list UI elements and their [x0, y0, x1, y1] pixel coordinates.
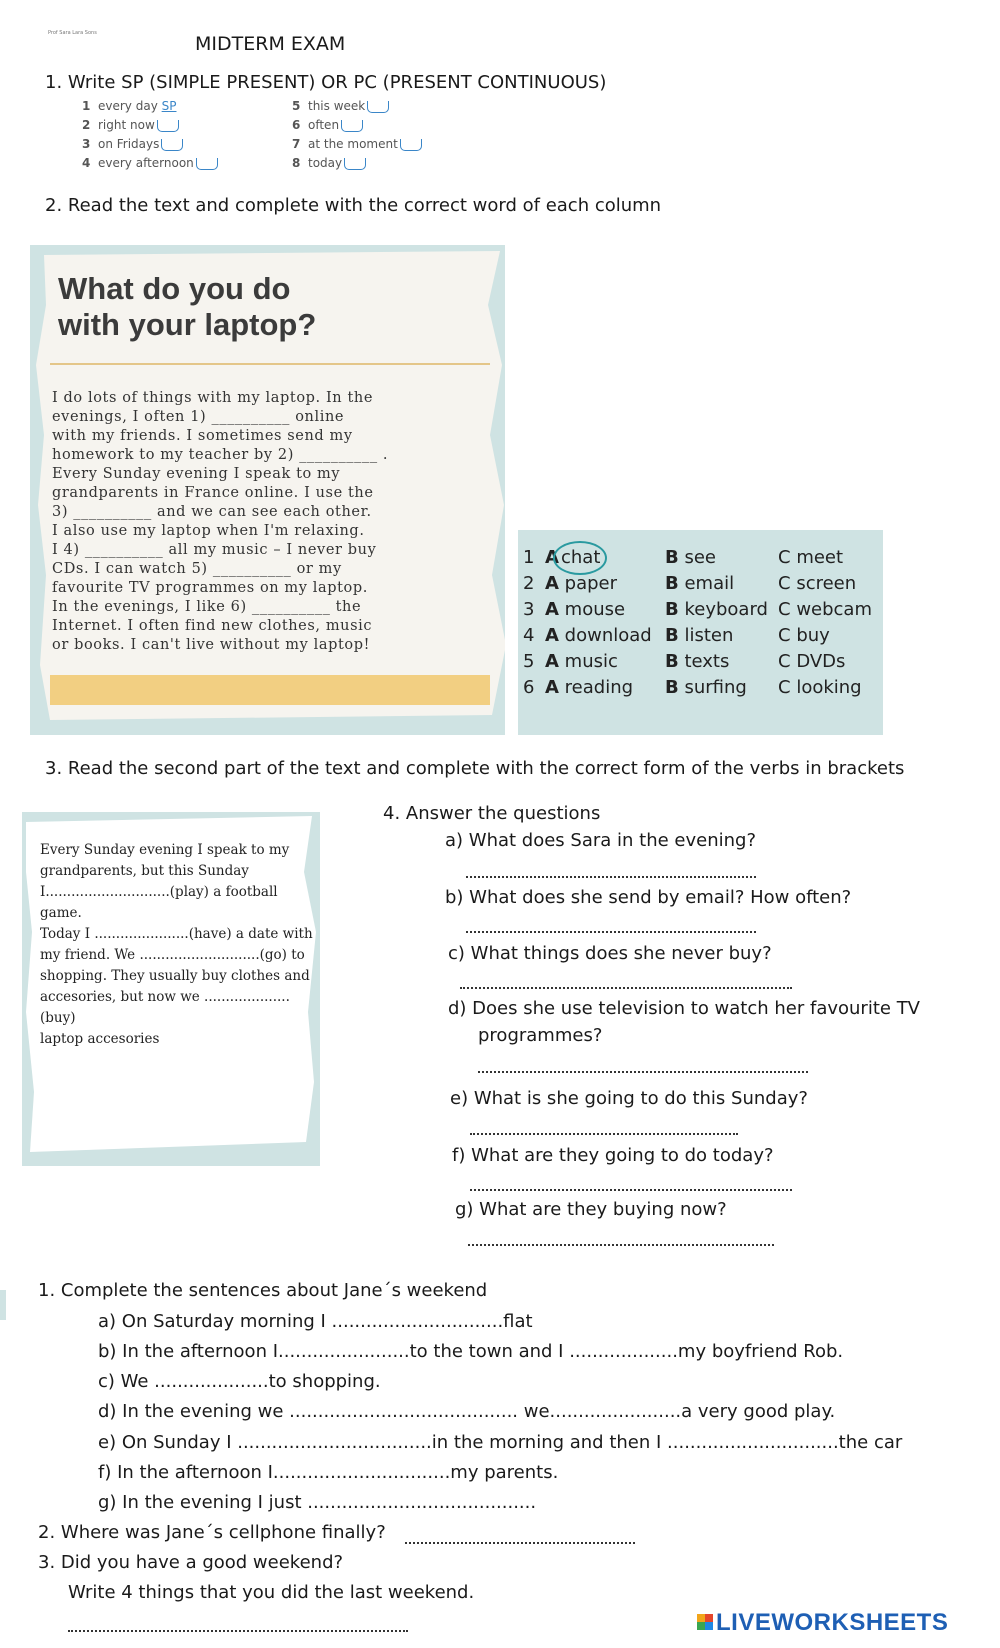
answer-line-e[interactable] — [470, 1133, 738, 1135]
option-a[interactable]: download — [564, 625, 652, 646]
option-row: 2 A paper B email C screen — [523, 573, 857, 594]
sentence-d[interactable]: d) In the evening we ........................................ we.......................a very good play. — [98, 1401, 836, 1422]
article-panel — [30, 245, 505, 735]
question-d-cont: programmes? — [478, 1025, 603, 1046]
option-a[interactable]: mouse — [564, 599, 626, 620]
option-c[interactable]: DVDs — [796, 651, 846, 672]
item-7: 7 at the moment — [292, 137, 422, 151]
option-c[interactable]: meet — [796, 547, 844, 568]
section-5-title: 1. Complete the sentences about Jane´s weekend — [38, 1280, 488, 1301]
answer-line-b[interactable] — [466, 931, 756, 933]
option-c[interactable]: buy — [796, 625, 830, 646]
question-f: f) What are they going to do today? — [452, 1145, 774, 1166]
question-b: b) What does she send by email? How often? — [445, 887, 852, 908]
sentence-f[interactable]: f) In the afternoon I...............................my parents. — [98, 1462, 559, 1483]
option-b[interactable]: email — [684, 573, 735, 594]
option-b[interactable]: see — [684, 547, 716, 568]
answer-line-weekend[interactable] — [68, 1630, 408, 1632]
sentence-e[interactable]: e) On Sunday I ..................................in the morning and then I ..............................the car — [98, 1432, 903, 1453]
weekend-instruction: Write 4 things that you did the last weekend. — [68, 1582, 475, 1603]
sentence-a[interactable]: a) On Saturday morning I ..............................flat — [98, 1311, 533, 1332]
answer-1[interactable]: SP — [161, 99, 177, 113]
item-4: 4 every afternoon — [82, 156, 218, 170]
answer-line-f[interactable] — [470, 1189, 792, 1191]
question-cellphone: 2. Where was Jane´s cellphone finally? — [38, 1522, 386, 1543]
question-a: a) What does Sara in the evening? — [445, 830, 757, 851]
answer-box-5[interactable] — [367, 101, 389, 113]
option-a[interactable]: music — [564, 651, 618, 672]
answer-box-2[interactable] — [157, 120, 179, 132]
section-3-title: 3. Read the second part of the text and complete with the correct form of the verbs in brackets — [45, 758, 905, 779]
author-note: Prof Sara Lara Sons — [48, 30, 97, 36]
option-c[interactable]: screen — [796, 573, 857, 594]
option-a[interactable]: paper — [564, 573, 618, 594]
page-title: MIDTERM EXAM — [195, 33, 346, 55]
option-c[interactable]: webcam — [796, 599, 872, 620]
item-2: 2 right now — [82, 118, 179, 132]
liveworksheets-brand: LIVEWORKSHEETS — [716, 1609, 949, 1636]
question-c: c) What things does she never buy? — [448, 943, 772, 964]
part2-panel — [22, 812, 320, 1166]
section-2-title: 2. Read the text and complete with the correct word of each column — [45, 195, 662, 216]
option-a[interactable]: reading — [564, 677, 634, 698]
item-1: 1 every day SP — [82, 99, 177, 113]
article-heading: What do you do with your laptop? — [58, 271, 317, 342]
article-body: I do lots of things with my laptop. In the evenings, I often 1) __________ online with my friends. I sometimes send my homework to my teacher by 2) __________ . Every Sunday evening I speak to my grandparents in France online. I use the 3) __________ and we can see each other. I also use my laptop when I'm relaxing. I 4) __________ all my music – I never buy CDs. I can watch 5) __________ or my favourite TV programmes on my laptop. In the evenings, I like 6) __________ the Internet. I often find new clothes, music or books. I can't live without my laptop! — [52, 390, 389, 653]
sentence-c[interactable]: c) We ....................to shopping. — [98, 1371, 381, 1392]
option-c[interactable]: looking — [796, 677, 862, 698]
sentence-g[interactable]: g) In the evening I just ........................................ — [98, 1492, 537, 1513]
item-6: 6 often — [292, 118, 363, 132]
option-b[interactable]: listen — [684, 625, 734, 646]
option-row: 1 A chat B see C meet — [523, 547, 883, 573]
answer-box-4[interactable] — [196, 158, 218, 170]
section-4-title: 4. Answer the questions — [383, 803, 601, 824]
answer-line-d[interactable] — [478, 1071, 808, 1073]
answer-box-8[interactable] — [344, 158, 366, 170]
option-row: 5 A music B texts C DVDs — [523, 651, 846, 672]
answer-box-3[interactable] — [161, 139, 183, 151]
answer-line-c[interactable] — [460, 987, 792, 989]
option-a[interactable]: chat — [561, 547, 601, 568]
answer-box-6[interactable] — [341, 120, 363, 132]
yellow-strip — [50, 675, 490, 705]
answer-line-a[interactable] — [466, 876, 756, 878]
sentence-b[interactable]: b) In the afternoon I.......................to the town and I ...................my boyfriend Rob. — [98, 1341, 844, 1362]
selected-circle — [553, 541, 607, 575]
option-b[interactable]: surfing — [684, 677, 747, 698]
answer-line-cellphone[interactable] — [405, 1542, 635, 1544]
answer-box-7[interactable] — [400, 139, 422, 151]
item-8: 8 today — [292, 156, 366, 170]
heading-divider — [50, 363, 490, 365]
option-row: 4 A download B listen C buy — [523, 625, 830, 646]
question-e: e) What is she going to do this Sunday? — [450, 1088, 808, 1109]
question-d: d) Does she use television to watch her favourite TV — [448, 998, 920, 1019]
liveworksheets-logo-icon — [697, 1614, 713, 1630]
option-b[interactable]: texts — [684, 651, 730, 672]
item-3: 3 on Fridays — [82, 137, 183, 151]
question-weekend: 3. Did you have a good weekend? — [38, 1552, 344, 1573]
option-row: 6 A reading B surfing C looking — [523, 677, 862, 698]
option-row: 3 A mouse B keyboard C webcam — [523, 599, 872, 620]
margin-tab — [0, 1290, 6, 1320]
option-b[interactable]: keyboard — [684, 599, 768, 620]
question-g: g) What are they buying now? — [455, 1199, 727, 1220]
item-5: 5 this week — [292, 99, 389, 113]
section-1-title: 1. Write SP (SIMPLE PRESENT) OR PC (PRESENT CONTINUOUS) — [45, 72, 607, 93]
answer-line-g[interactable] — [468, 1244, 774, 1246]
part2-text: Every Sunday evening I speak to my grandparents, but this Sunday I.............................(play) a football game. Today I ......................(have) a date with my friend. We ............................(go) to shopping. They usually buy clothes and accesories, but now we ....................(buy) laptop accesories — [40, 842, 313, 1047]
